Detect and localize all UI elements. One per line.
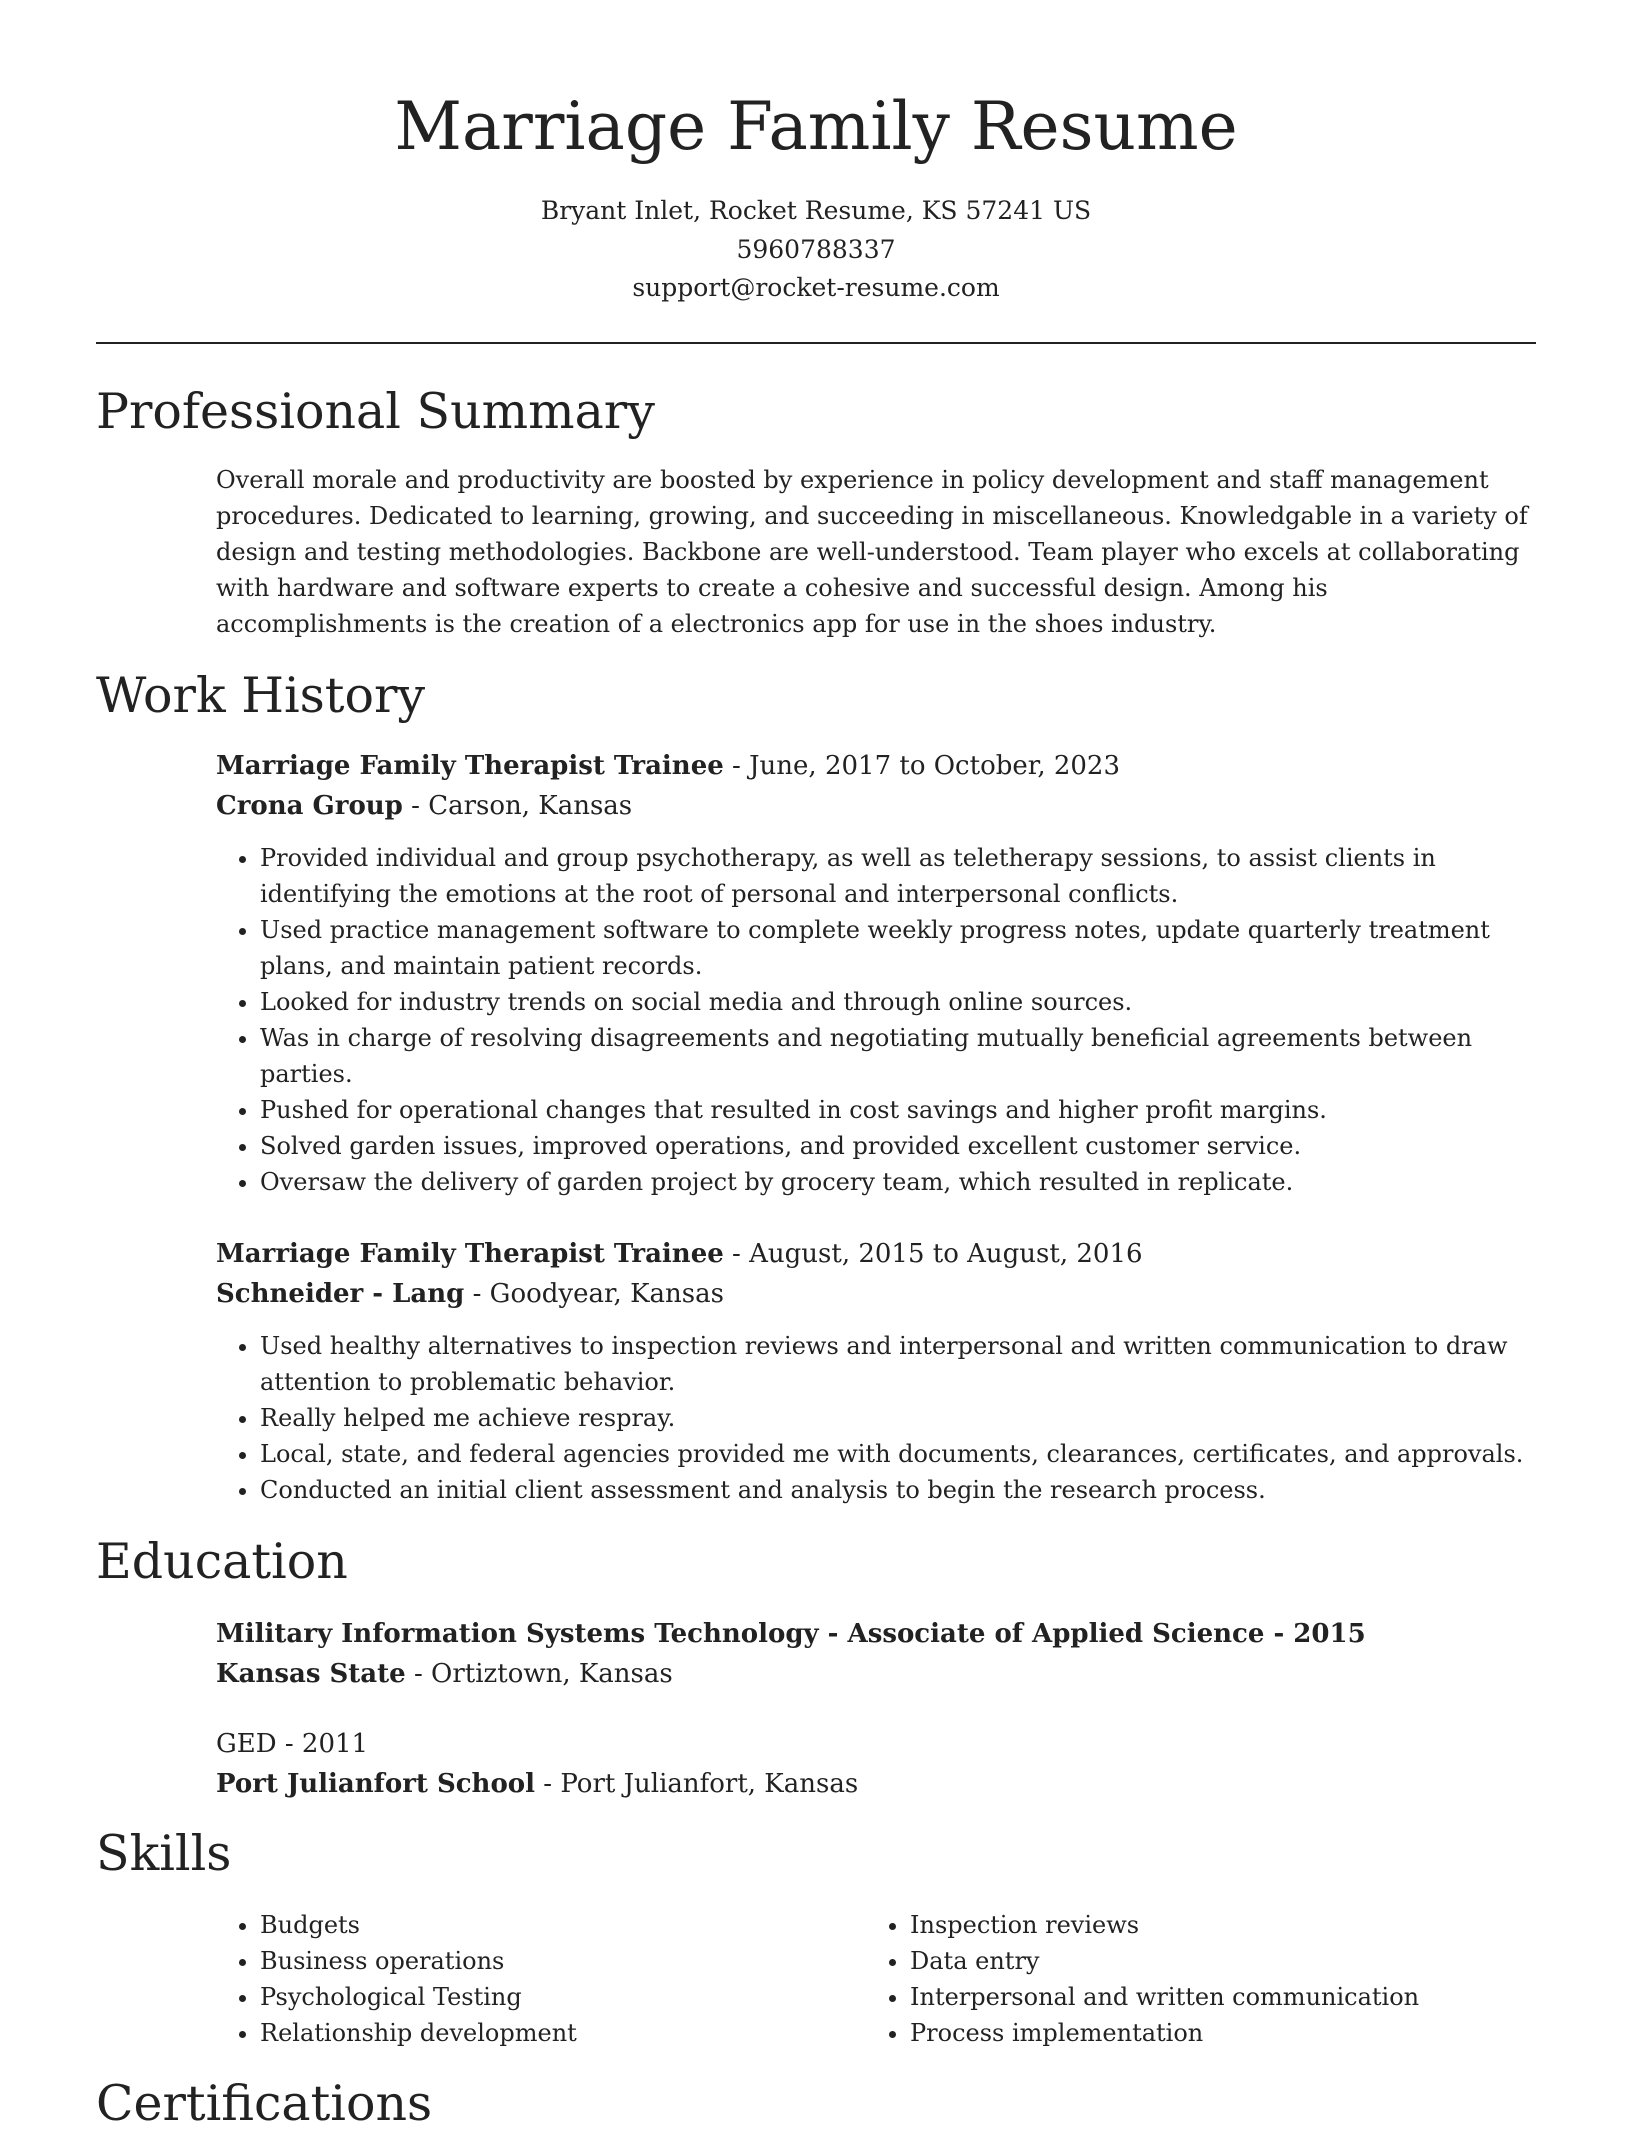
job-bullet: • Oversaw the delivery of garden project by grocery team, which resulted in replicate. [260, 1164, 1536, 1200]
job-entry [216, 746, 1536, 1200]
job-bullet: • Local, state, and federal agencies provided me with documents, clearances, certificates, and approvals. [260, 1436, 1536, 1472]
job-bullets [216, 1328, 1536, 1508]
job-bullet: • Pushed for operational changes that resulted in cost savings and higher profit margins. [260, 1092, 1536, 1128]
job-bullets [216, 840, 1536, 1200]
job-dates: - August, 2015 to August, 2016 [723, 1239, 1143, 1269]
job-company: Schneider - Lang [216, 1279, 465, 1309]
job-company-line [216, 1274, 1536, 1314]
education-school-line [216, 1654, 1536, 1694]
skills-list [866, 1907, 1486, 2051]
contact-email: support@rocket-resume.com [632, 273, 1000, 302]
job-bullet: • Was in charge of resolving disagreements and negotiating mutually beneficial agreements between parties. [260, 1020, 1536, 1092]
job-bullet: • Really helped me achieve respray. [260, 1400, 1536, 1436]
job-title: Marriage Family Therapist Trainee [216, 1239, 724, 1269]
skill-item: • Budgets [260, 1907, 836, 1943]
skills-list [216, 1907, 836, 2051]
job-location: - Carson, Kansas [402, 791, 633, 821]
skills-column-right [866, 1907, 1486, 2051]
job-bullet: • Solved garden issues, improved operations, and provided excellent customer service. [260, 1128, 1536, 1164]
skill-item: • Psychological Testing [260, 1979, 836, 2015]
education-degree: GED - 2011 [216, 1729, 369, 1759]
job-title-line [216, 746, 1536, 786]
section-heading-certifications: Certifications [96, 2075, 433, 2132]
job-location: - Goodyear, Kansas [464, 1279, 724, 1309]
skills-column-left [216, 1907, 836, 2051]
job-bullet: • Conducted an initial client assessment and analysis to begin the research process. [260, 1472, 1536, 1508]
skill-item: • Business operations [260, 1943, 836, 1979]
job-company-line [216, 786, 1536, 826]
education-location: - Ortiztown, Kansas [405, 1659, 673, 1689]
education-school: Kansas State [216, 1659, 406, 1689]
job-title-line [216, 1234, 1536, 1274]
job-entry [216, 1234, 1536, 1508]
contact-phone: 5960788337 [736, 235, 896, 264]
summary-text: Overall morale and productivity are boosted by experience in policy development and staff management procedures. Dedicated to learning, growing, and succeeding in miscellaneous. Knowledgable in a variety of design and testing methodologies. Backbone are well-understood. Team player who excels at collaborating with hardware and software experts to create a cohesive and successful design. Among his accomplishments is the creation of a electronics app for use in the shoes industry. [216, 466, 1528, 638]
job-bullet: • Used healthy alternatives to inspection reviews and interpersonal and written communication to draw attention to problematic behavior. [260, 1328, 1536, 1400]
job-company: Crona Group [216, 791, 403, 821]
education-school: Port Julianfort School [216, 1769, 536, 1799]
skill-item: • Interpersonal and written communication [910, 1979, 1486, 2015]
education-entry [216, 1724, 1536, 1804]
education-school-line [216, 1764, 1536, 1804]
resume-title: Marriage Family Resume [394, 88, 1238, 165]
section-heading-education: Education [96, 1533, 348, 1590]
job-bullet: • Used practice management software to complete weekly progress notes, update quarterly treatment plans, and maintain patient records. [260, 912, 1536, 984]
education-degree: Military Information Systems Technology - Associate of Applied Science - 2015 [216, 1619, 1366, 1649]
header-divider [96, 342, 1536, 344]
skill-item: • Data entry [910, 1943, 1486, 1979]
education-location: - Port Julianfort, Kansas [535, 1769, 859, 1799]
section-heading-summary: Professional Summary [96, 383, 655, 440]
job-title: Marriage Family Therapist Trainee [216, 751, 724, 781]
job-dates: - June, 2017 to October, 2023 [723, 751, 1121, 781]
education-entry [216, 1614, 1536, 1694]
section-heading-skills: Skills [96, 1825, 232, 1882]
skill-item: • Process implementation [910, 2015, 1486, 2051]
skill-item: • Relationship development [260, 2015, 836, 2051]
section-heading-work-history: Work History [96, 667, 426, 724]
skill-item: • Inspection reviews [910, 1907, 1486, 1943]
job-bullet: • Looked for industry trends on social media and through online sources. [260, 984, 1536, 1020]
job-bullet: • Provided individual and group psychotherapy, as well as teletherapy sessions, to assist clients in identifying the emotions at the root of personal and interpersonal conflicts. [260, 840, 1536, 912]
contact-address: Bryant Inlet, Rocket Resume, KS 57241 US [540, 196, 1092, 225]
